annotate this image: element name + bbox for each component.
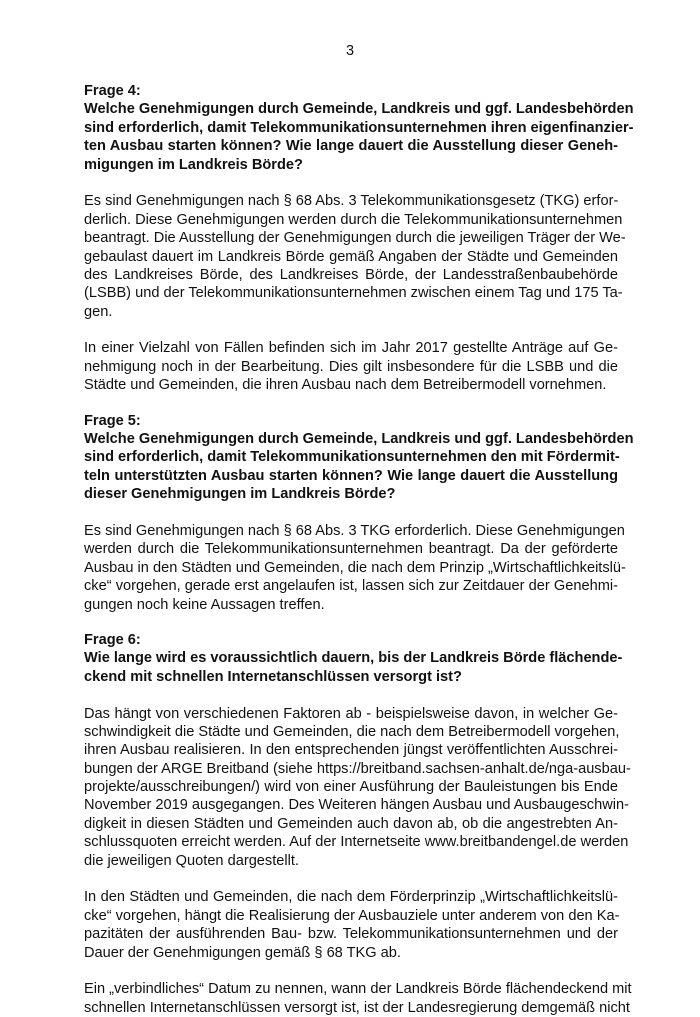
- answer-line: Ausbau in den Städten und Gemeinden, die nach dem Prinzip „Wirtschaftlichkeitslü-: [84, 559, 626, 576]
- question-text: [84, 649, 623, 686]
- question-text: [84, 430, 634, 504]
- answer-line: die jeweiligen Quoten dargestellt.: [84, 852, 299, 869]
- answer-line: schlussquoten erreicht werden. Auf der Internetseite www.breitbandengel.de werden: [84, 834, 629, 851]
- page-number: 3: [345, 43, 355, 59]
- answer-line: bungen der ARGE Breitband (siehe https://breitband.sachsen-anhalt.de/nga-ausbau-: [84, 760, 631, 777]
- answer-paragraph: [84, 888, 618, 962]
- question-line: sind erforderlich, damit Telekommunikationsunternehmen den mit Fördermit-: [84, 449, 620, 466]
- question-label: Frage 6:: [84, 631, 141, 648]
- answer-line: Das hängt von verschiedenen Faktoren ab - beispielsweise davon, in welcher Ge-: [84, 705, 618, 722]
- paragraph-spacer: [84, 174, 618, 192]
- answer-line: ihren Ausbau realisieren. In den entsprechenden jüngst veröffentlichten Ausschrei-: [84, 742, 618, 759]
- paragraph-spacer: [84, 504, 618, 522]
- paragraph-spacer: [84, 962, 618, 980]
- paragraph-spacer: [84, 321, 618, 339]
- question-section: [84, 412, 634, 614]
- answer-line: pazitäten der ausführenden Bau- bzw. Telekommunikationsunternehmen und der: [84, 926, 618, 943]
- question-line: dieser Genehmigungen im Landkreis Börde?: [84, 486, 396, 503]
- question-line: ckend mit schnellen Internetanschlüssen versorgt ist?: [84, 668, 462, 685]
- question-section: [84, 631, 632, 1017]
- answer-line: (LSBB) und der Telekommunikationsunternehmen zwischen einem Tag und 175 Ta-: [84, 285, 623, 302]
- section-spacer: [84, 395, 618, 412]
- answer-line: cke“ vorgehen, gerade erst angelaufen ist, lassen sich zur Zeitdauer der Genehmi-: [84, 578, 618, 595]
- question-line: migungen im Landkreis Börde?: [84, 156, 303, 173]
- question-line: Welche Genehmigungen durch Gemeinde, Landkreis und ggf. Landesbehörden: [84, 101, 634, 118]
- answer-line: gen.: [84, 303, 113, 320]
- document-body: [84, 82, 634, 1017]
- question-line: Wie lange wird es voraussichtlich dauern, bis der Landkreis Börde flächende-: [84, 650, 623, 667]
- question-line: teln unterstützten Ausbau starten können? Wie lange dauert die Ausstellung: [84, 467, 618, 484]
- answer-paragraph: [84, 192, 626, 321]
- answer-line: Städte und Gemeinden, die ihren Ausbau nach dem Betreibermodell vornehmen.: [84, 377, 607, 394]
- answer-line: schnellen Internetanschlüssen versorgt ist, ist der Landesregierung demgemäß nicht: [84, 999, 630, 1016]
- question-line: ten Ausbau starten können? Wie lange dauert die Ausstellung dieser Geneh-: [84, 138, 618, 155]
- answer-line: Es sind Genehmigungen nach § 68 Abs. 3 Telekommunikationsgesetz (TKG) erfor-: [84, 193, 619, 210]
- answer-line: Ein „verbindliches“ Datum zu nennen, wann der Landkreis Börde flächendeckend mit: [84, 981, 632, 998]
- answer-line: des Landkreises Börde, des Landkreises Börde, der Landesstraßenbaubehörde: [84, 266, 618, 283]
- answer-line: werden durch die Telekommunikationsunternehmen beantragt. Da der geförderte: [84, 541, 618, 558]
- answer-line: November 2019 ausgegangen. Des Weiteren hängen Ausbau und Ausbaugeschwin-: [84, 797, 629, 814]
- answer-paragraph: [84, 522, 626, 614]
- answer-line: digkeit in diesen Städten und Gemeinden auch davon ab, ob die angestrebten An-: [84, 815, 618, 832]
- answer-line: nehmigung noch in der Bearbeitung. Dies gilt insbesondere für die LSBB und die: [84, 358, 618, 375]
- question-section: [84, 82, 634, 395]
- question-text: [84, 100, 634, 174]
- answer-line: cke“ vorgehen, hängt die Realisierung der Ausbauziele unter anderem von den Ka-: [84, 907, 620, 924]
- answer-line: projekte/ausschreibungen/) wird von einer Ausführung der Bauleistungen bis Ende: [84, 779, 618, 796]
- section-spacer: [84, 614, 618, 631]
- answer-line: schwindigkeit die Städte und Gemeinden, die nach dem Betreibermodell vorgehen,: [84, 723, 620, 740]
- answer-line: gebaulast dauert im Landkreis Börde gemäß Angaben der Städte und Gemeinden: [84, 248, 618, 265]
- question-line: sind erforderlich, damit Telekommunikationsunternehmen ihren eigenfinanzier-: [84, 119, 634, 136]
- paragraph-spacer: [84, 686, 618, 704]
- answer-line: derlich. Diese Genehmigungen werden durch die Telekommunikationsunternehmen: [84, 211, 623, 228]
- question-label: Frage 4:: [84, 83, 141, 99]
- answer-paragraph: [84, 980, 632, 1017]
- answer-paragraph: [84, 705, 631, 871]
- answer-paragraph: [84, 339, 618, 394]
- answer-line: In einer Vielzahl von Fällen befinden sich im Jahr 2017 gestellte Anträge auf Ge-: [84, 340, 618, 357]
- paragraph-spacer: [84, 870, 618, 888]
- answer-line: gungen noch keine Aussagen treffen.: [84, 596, 325, 613]
- answer-line: In den Städten und Gemeinden, die nach dem Förderprinzip „Wirtschaftlichkeitslü-: [84, 889, 618, 906]
- answer-line: Dauer der Genehmigungen gemäß § 68 TKG ab.: [84, 944, 401, 961]
- question-line: Welche Genehmigungen durch Gemeinde, Landkreis und ggf. Landesbehörden: [84, 431, 634, 448]
- answer-line: beantragt. Die Ausstellung der Genehmigungen durch die jeweiligen Träger der We-: [84, 230, 626, 247]
- question-label: Frage 5:: [84, 412, 141, 429]
- answer-line: Es sind Genehmigungen nach § 68 Abs. 3 TKG erforderlich. Diese Genehmigungen: [84, 522, 625, 539]
